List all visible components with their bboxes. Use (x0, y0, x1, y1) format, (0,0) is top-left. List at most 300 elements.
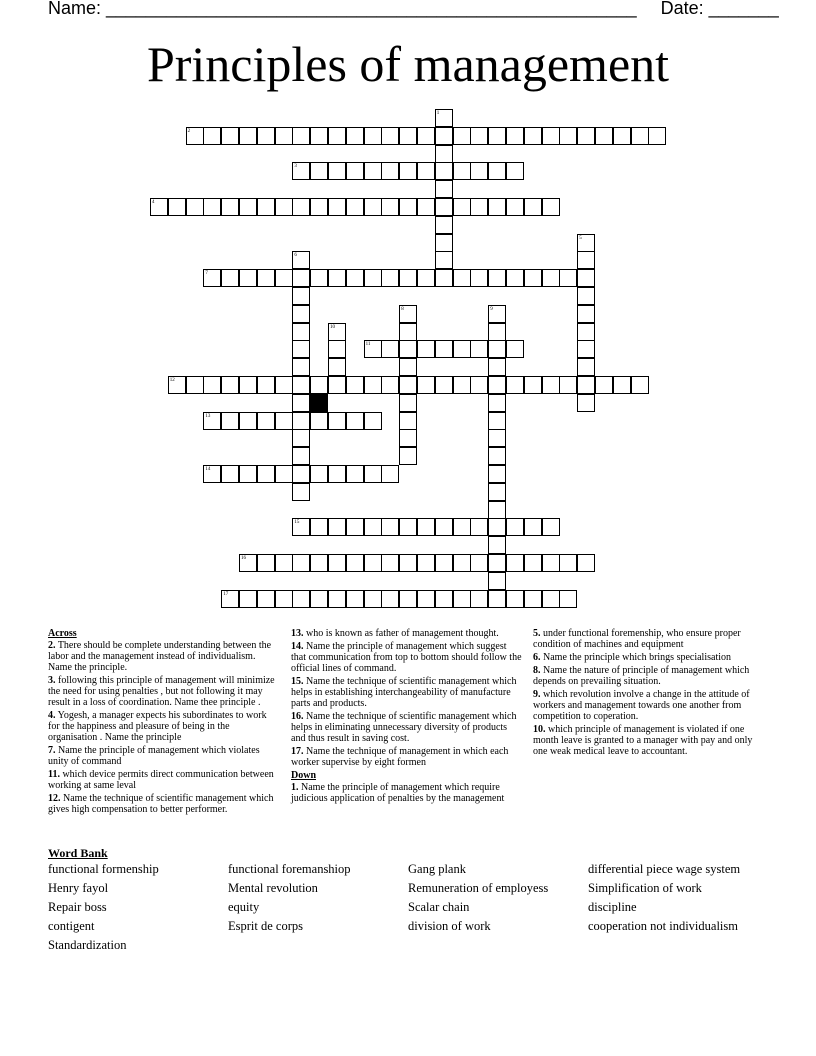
clue-number: 13 (205, 413, 211, 419)
crossword-cell[interactable] (381, 269, 399, 287)
crossword-cell[interactable] (364, 269, 382, 287)
crossword-cell[interactable] (542, 198, 560, 216)
crossword-cell[interactable] (506, 269, 524, 287)
crossword-cell[interactable] (399, 394, 417, 412)
crossword-cell[interactable] (417, 162, 435, 180)
crossword-cell[interactable] (292, 590, 310, 608)
word-bank-item: differential piece wage system (588, 862, 741, 876)
crossword-cell[interactable] (470, 518, 488, 536)
crossword-cell[interactable] (346, 465, 364, 483)
clue-number: 17 (223, 591, 229, 597)
crossword-cell[interactable] (381, 465, 399, 483)
crossword-cell[interactable] (292, 251, 310, 269)
crossword-cell[interactable] (470, 590, 488, 608)
crossword-cell[interactable] (577, 305, 595, 323)
crossword-cell[interactable] (577, 127, 595, 145)
clue (291, 628, 523, 639)
crossword-cell[interactable] (257, 554, 275, 572)
crossword-cell[interactable] (559, 269, 577, 287)
crossword-cell[interactable] (488, 447, 506, 465)
clue-text: Name the technique of management in which each worker supervise by eight formen (291, 746, 509, 768)
crossword-cell[interactable] (435, 109, 453, 127)
crossword-cell[interactable] (328, 269, 346, 287)
clue (291, 746, 523, 768)
crossword-cell[interactable] (435, 145, 453, 163)
crossword-cell[interactable] (453, 127, 471, 145)
crossword-cell[interactable] (399, 447, 417, 465)
crossword-cell[interactable] (435, 180, 453, 198)
crossword-cell[interactable] (239, 590, 257, 608)
crossword-cell[interactable] (381, 198, 399, 216)
crossword-cell[interactable] (257, 590, 275, 608)
crossword-cell[interactable] (275, 590, 293, 608)
crossword-cell[interactable] (257, 412, 275, 430)
crossword-cell[interactable] (292, 376, 310, 394)
clue-number: 16 (241, 556, 246, 561)
crossword-cell[interactable] (399, 412, 417, 430)
crossword-cell[interactable] (631, 127, 649, 145)
crossword-cell[interactable] (292, 162, 310, 180)
crossword-cell[interactable] (399, 554, 417, 572)
clue-number: 3 (294, 164, 297, 170)
crossword-cell[interactable] (239, 465, 257, 483)
crossword-cell[interactable] (257, 127, 275, 145)
crossword-cell[interactable] (292, 412, 310, 430)
crossword-cell[interactable] (328, 358, 346, 376)
crossword-cell[interactable] (595, 376, 613, 394)
crossword-cell[interactable] (631, 376, 649, 394)
crossword-cell[interactable] (453, 554, 471, 572)
crossword-cell[interactable] (577, 323, 595, 341)
crossword-cell[interactable] (488, 536, 506, 554)
crossword-cell[interactable] (470, 127, 488, 145)
crossword-cell[interactable] (310, 198, 328, 216)
word-bank-item: cooperation not individualism (588, 919, 738, 933)
crossword-cell[interactable] (453, 376, 471, 394)
clue-number-label: 16. (291, 711, 304, 722)
crossword-cell[interactable] (186, 198, 204, 216)
crossword-cell[interactable] (542, 518, 560, 536)
crossword-cell[interactable] (399, 269, 417, 287)
crossword-cell[interactable] (168, 376, 186, 394)
crossword-cell[interactable] (328, 518, 346, 536)
crossword-cell[interactable] (292, 305, 310, 323)
crossword-cell[interactable] (275, 465, 293, 483)
crossword-cell[interactable] (292, 518, 310, 536)
crossword-cell[interactable] (399, 323, 417, 341)
word-bank-item: Esprit de corps (228, 919, 303, 933)
crossword-cell[interactable] (542, 590, 560, 608)
crossword-cell[interactable] (257, 465, 275, 483)
crossword-cell[interactable] (453, 162, 471, 180)
crossword-cell[interactable] (364, 162, 382, 180)
crossword-cell[interactable] (488, 429, 506, 447)
crossword-cell[interactable] (435, 590, 453, 608)
crossword-cell[interactable] (488, 572, 506, 590)
crossword-cell[interactable] (577, 394, 595, 412)
crossword-cell[interactable] (488, 376, 506, 394)
crossword-cell[interactable] (275, 412, 293, 430)
crossword-cell[interactable] (346, 198, 364, 216)
crossword-cell[interactable] (524, 376, 542, 394)
across-clue-list-continued (291, 628, 523, 768)
crossword-cell[interactable] (328, 198, 346, 216)
crossword-cell[interactable] (488, 483, 506, 501)
clue-text: Name the technique of scientific management which helps in establishing interchangeability of manufacture parts and products. (291, 676, 517, 709)
crossword-cell[interactable] (328, 340, 346, 358)
crossword-cell[interactable] (221, 590, 239, 608)
crossword-cell[interactable] (399, 162, 417, 180)
crossword-cell[interactable] (488, 358, 506, 376)
word-bank-item: discipline (588, 900, 637, 914)
crossword-cell[interactable] (328, 323, 346, 341)
crossword-cell[interactable] (292, 127, 310, 145)
crossword-cell[interactable] (524, 198, 542, 216)
crossword-cell[interactable] (577, 251, 595, 269)
crossword-cell[interactable] (524, 554, 542, 572)
crossword-cell[interactable] (239, 412, 257, 430)
name-field[interactable]: Name: _____________________________________________________ (48, 0, 637, 18)
crossword-cell[interactable] (346, 412, 364, 430)
crossword-cell[interactable] (381, 518, 399, 536)
clue-number: 5 (579, 235, 582, 241)
crossword-cell[interactable] (203, 127, 221, 145)
word-bank-item: contigent (48, 919, 95, 933)
crossword-cell[interactable] (221, 465, 239, 483)
crossword-cell[interactable] (257, 198, 275, 216)
crossword-cell[interactable] (292, 429, 310, 447)
crossword-cell[interactable] (275, 127, 293, 145)
crossword-cell[interactable] (399, 340, 417, 358)
clue-number: 14 (205, 467, 211, 472)
crossword-cell[interactable] (328, 376, 346, 394)
clue-number-label: 1. (291, 782, 299, 793)
crossword-cell[interactable] (364, 465, 382, 483)
crossword-cell[interactable] (595, 127, 613, 145)
crossword-cell[interactable] (488, 394, 506, 412)
crossword-cell[interactable] (470, 340, 488, 358)
crossword-cell[interactable] (364, 376, 382, 394)
crossword-cell[interactable] (364, 554, 382, 572)
crossword-cell[interactable] (506, 162, 524, 180)
crossword-cell[interactable] (470, 269, 488, 287)
crossword-cell[interactable] (577, 358, 595, 376)
crossword-cell[interactable] (559, 376, 577, 394)
clue-number: 2 (187, 128, 191, 134)
crossword-cell[interactable] (399, 305, 417, 323)
crossword-cell[interactable] (453, 198, 471, 216)
across-heading: Across (48, 628, 77, 639)
crossword-cell[interactable] (328, 465, 346, 483)
crossword-cell[interactable] (346, 590, 364, 608)
crossword-cell[interactable] (292, 447, 310, 465)
crossword-cell[interactable] (346, 376, 364, 394)
crossword-cell[interactable] (203, 198, 221, 216)
crossword-cell[interactable] (239, 198, 257, 216)
crossword-cell[interactable] (577, 554, 595, 572)
crossword-cell[interactable] (275, 198, 293, 216)
crossword-cell[interactable] (310, 412, 328, 430)
crossword-cell[interactable] (488, 590, 506, 608)
crossword-cell[interactable] (577, 269, 595, 287)
crossword-cell[interactable] (275, 554, 293, 572)
crossword-cell[interactable] (203, 465, 221, 483)
crossword-cell[interactable] (346, 127, 364, 145)
crossword-cell[interactable] (417, 590, 435, 608)
crossword-cell[interactable] (435, 198, 453, 216)
crossword-cell[interactable] (488, 501, 506, 519)
crossword-cell[interactable] (613, 127, 631, 145)
clue (48, 710, 280, 743)
crossword-cell[interactable] (417, 376, 435, 394)
clue-number: 15 (294, 520, 300, 526)
crossword-cell[interactable] (453, 518, 471, 536)
crossword-cell[interactable] (435, 216, 453, 234)
clue-number: 4 (152, 200, 155, 205)
crossword-cell[interactable] (470, 198, 488, 216)
crossword-cell[interactable] (399, 198, 417, 216)
crossword-cell[interactable] (364, 412, 382, 430)
down-heading: Down (291, 770, 317, 781)
crossword-cell[interactable] (346, 518, 364, 536)
crossword-cell[interactable] (577, 340, 595, 358)
crossword-cell[interactable] (399, 376, 417, 394)
crossword-cell[interactable] (559, 554, 577, 572)
crossword-cell[interactable] (559, 590, 577, 608)
crossword-cell[interactable] (221, 269, 239, 287)
clue-text: Name the principle of management which suggest that communication from top to bottom should follow the official lines of command. (291, 641, 522, 674)
crossword-cell[interactable] (239, 127, 257, 145)
crossword-cell[interactable] (292, 287, 310, 305)
crossword-cell[interactable] (470, 162, 488, 180)
crossword-cell[interactable] (488, 162, 506, 180)
crossword-cell[interactable] (292, 554, 310, 572)
crossword-cell[interactable] (488, 554, 506, 572)
crossword-cell[interactable] (542, 376, 560, 394)
word-bank-item: Remuneration of employess (408, 881, 549, 895)
word-bank-title: Word Bank (48, 846, 108, 860)
crossword-cell[interactable] (221, 127, 239, 145)
clue (48, 793, 280, 815)
crossword-cell[interactable] (186, 376, 204, 394)
crossword-cell[interactable] (239, 554, 257, 572)
crossword-cell[interactable] (506, 518, 524, 536)
crossword-cell[interactable] (328, 162, 346, 180)
crossword-cell[interactable] (292, 340, 310, 358)
crossword-cell[interactable] (435, 162, 453, 180)
word-bank-item: equity (228, 900, 260, 914)
crossword-cell[interactable] (506, 376, 524, 394)
crossword-cell[interactable] (453, 340, 471, 358)
crossword-cell[interactable] (488, 323, 506, 341)
clue-number-label: 13. (291, 628, 304, 639)
crossword-cell[interactable] (310, 162, 328, 180)
crossword-cell[interactable] (310, 269, 328, 287)
crossword-cell[interactable] (381, 376, 399, 394)
crossword-cell[interactable] (577, 376, 595, 394)
clue (533, 628, 763, 650)
crossword-cell[interactable] (292, 269, 310, 287)
across-clue-list (48, 640, 280, 815)
clue-number-label: 15. (291, 676, 304, 687)
crossword-cell[interactable] (435, 518, 453, 536)
clue-number-label: 5. (533, 628, 541, 639)
crossword-cell[interactable] (435, 127, 453, 145)
crossword-cell[interactable] (417, 269, 435, 287)
crossword-cell[interactable] (310, 127, 328, 145)
crossword-cell[interactable] (453, 590, 471, 608)
crossword-cell[interactable] (417, 518, 435, 536)
crossword-cell[interactable] (381, 340, 399, 358)
clue-number: 8 (401, 306, 404, 312)
crossword-cell[interactable] (364, 198, 382, 216)
crossword-cell[interactable] (488, 127, 506, 145)
clue (291, 782, 523, 804)
crossword-cell[interactable] (435, 234, 453, 252)
crossword-cell[interactable] (399, 127, 417, 145)
crossword-cell[interactable] (435, 554, 453, 572)
crossword-cell[interactable] (488, 269, 506, 287)
crossword-cell[interactable] (221, 412, 239, 430)
crossword-cell[interactable] (577, 287, 595, 305)
crossword-cell[interactable] (488, 412, 506, 430)
crossword-cell[interactable] (648, 127, 666, 145)
crossword-cell[interactable] (506, 340, 524, 358)
crossword-cell[interactable] (203, 269, 221, 287)
crossword-cell[interactable] (292, 483, 310, 501)
clue-text: which revolution involve a change in the attitude of workers and management towards one another from competition to coperation. (533, 689, 750, 722)
crossword-cell[interactable] (399, 518, 417, 536)
crossword-cell[interactable] (417, 554, 435, 572)
crossword-cell[interactable] (506, 554, 524, 572)
crossword-cell[interactable] (524, 518, 542, 536)
crossword-cell[interactable] (435, 251, 453, 269)
word-bank-item: functional formenship (48, 862, 159, 876)
crossword-cell[interactable] (346, 554, 364, 572)
crossword-cell[interactable] (435, 340, 453, 358)
crossword-cell[interactable] (381, 162, 399, 180)
crossword-cell[interactable] (381, 127, 399, 145)
crossword-cell[interactable] (488, 465, 506, 483)
crossword-cell[interactable] (186, 127, 204, 145)
crossword-cell[interactable] (542, 554, 560, 572)
crossword-cell[interactable] (310, 554, 328, 572)
crossword-cell[interactable] (577, 234, 595, 252)
crossword-cell[interactable] (168, 198, 186, 216)
crossword-cell[interactable] (417, 127, 435, 145)
crossword-cell[interactable] (221, 198, 239, 216)
crossword-cell[interactable] (488, 518, 506, 536)
crossword-cell[interactable] (417, 198, 435, 216)
crossword-cell[interactable] (364, 340, 382, 358)
clue (48, 769, 280, 791)
crossword-cell[interactable] (310, 518, 328, 536)
crossword-cell[interactable] (328, 127, 346, 145)
crossword-cell[interactable] (346, 162, 364, 180)
crossword-cell[interactable] (435, 269, 453, 287)
crossword-cell[interactable] (346, 269, 364, 287)
crossword-cell[interactable] (221, 376, 239, 394)
crossword-cell[interactable] (257, 376, 275, 394)
crossword-cell[interactable] (506, 198, 524, 216)
crossword-cell[interactable] (506, 590, 524, 608)
crossword-cell[interactable] (203, 376, 221, 394)
crossword-cell[interactable] (399, 358, 417, 376)
crossword-cell[interactable] (239, 269, 257, 287)
crossword-cell[interactable] (328, 554, 346, 572)
crossword-cell[interactable] (488, 198, 506, 216)
crossword-cell[interactable] (257, 269, 275, 287)
crossword-cell[interactable] (524, 127, 542, 145)
crossword-cell[interactable] (310, 376, 328, 394)
clue-text: which principle of management is violated if one month leave is granted to a manager with pay and only one weak medical leave to accountant. (533, 724, 753, 757)
crossword-cell[interactable] (310, 465, 328, 483)
crossword-cell[interactable] (542, 269, 560, 287)
crossword-cell[interactable] (364, 518, 382, 536)
clue-number: 7 (205, 271, 208, 277)
crossword-cell[interactable] (613, 376, 631, 394)
crossword-cell[interactable] (275, 269, 293, 287)
clue-text: under functional foremenship, who ensure proper condition of machines and equipment (533, 628, 741, 650)
crossword-cell[interactable] (292, 358, 310, 376)
crossword-cell[interactable] (506, 127, 524, 145)
crossword-cell[interactable] (470, 376, 488, 394)
crossword-cell[interactable] (292, 465, 310, 483)
crossword-cell[interactable] (381, 590, 399, 608)
crossword-cell[interactable] (524, 269, 542, 287)
crossword-cell[interactable] (364, 590, 382, 608)
crossword-cell[interactable] (470, 554, 488, 572)
date-field[interactable]: Date: _______ (660, 0, 779, 18)
clue-number-label: 7. (48, 745, 56, 756)
clue-number-label: 6. (533, 652, 541, 663)
clue (291, 676, 523, 709)
clue-number-label: 17. (291, 746, 304, 757)
crossword-cell[interactable] (488, 305, 506, 323)
crossword-cell[interactable] (417, 340, 435, 358)
crossword-cell[interactable] (364, 127, 382, 145)
crossword-cell[interactable] (292, 394, 310, 412)
crossword-cell[interactable] (292, 198, 310, 216)
crossword-cell[interactable] (559, 127, 577, 145)
clue (291, 711, 523, 744)
clue (291, 641, 523, 674)
crossword-cell[interactable] (453, 269, 471, 287)
crossword-cell[interactable] (292, 323, 310, 341)
crossword-cell[interactable] (203, 412, 221, 430)
crossword-cell[interactable] (310, 590, 328, 608)
crossword-cell[interactable] (328, 412, 346, 430)
crossword-cell[interactable] (275, 376, 293, 394)
word-bank-item: Gang plank (408, 862, 466, 876)
clue (533, 652, 763, 663)
word-bank-item: Standardization (48, 938, 127, 952)
crossword-cell[interactable] (488, 340, 506, 358)
word-bank-item: division of work (408, 919, 491, 933)
clue-number-label: 4. (48, 710, 56, 721)
crossword-cell[interactable] (435, 376, 453, 394)
crossword-cell[interactable] (239, 376, 257, 394)
crossword-cell[interactable] (150, 198, 168, 216)
clue-number: 9 (490, 306, 493, 312)
crossword-cell[interactable] (399, 429, 417, 447)
crossword-cell[interactable] (399, 590, 417, 608)
crossword-cell[interactable] (542, 127, 560, 145)
crossword-cell[interactable] (328, 590, 346, 608)
clue (533, 665, 763, 687)
crossword-cell[interactable] (381, 554, 399, 572)
crossword-cell[interactable] (524, 590, 542, 608)
